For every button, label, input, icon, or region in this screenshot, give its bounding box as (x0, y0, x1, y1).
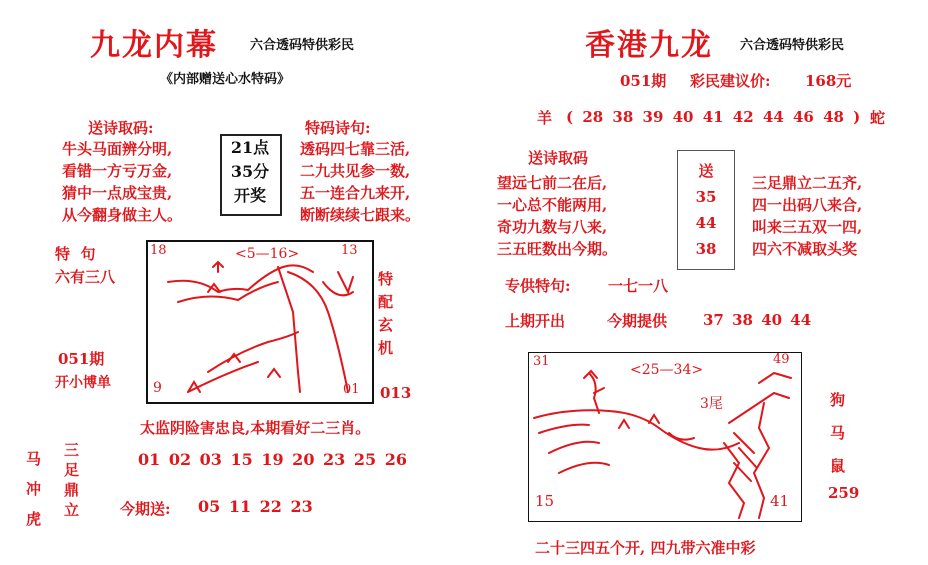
left-vertical-2-char: 鼎 (64, 481, 80, 499)
left-special-line: 五一连合九来开, (300, 184, 411, 202)
left-title: 九龙内幕 (90, 28, 218, 63)
right-range-text: <25—34> (630, 362, 704, 378)
right-send-box-text (678, 158, 734, 262)
right-corner-tr: 49 (773, 352, 790, 367)
right-provide-numbers: 37 38 40 44 (703, 311, 812, 329)
left-vertical-1 (26, 444, 41, 534)
right-mid-text: 3尾 (700, 396, 723, 412)
left-hint-line: 太监阴险害忠良,本期看好二三肖。 (140, 419, 371, 437)
left-vertical-1-char: 冲 (26, 480, 42, 498)
right-range-right: 蛇 (870, 109, 886, 127)
right-price-value: 168元 (805, 72, 852, 90)
right-poem-line: 望远七前二在后, (497, 174, 608, 192)
left-poem-line: 牛头马面辨分明, (62, 140, 173, 158)
right-poem-line: 三五旺数出今期。 (497, 240, 618, 258)
left-vertical-2 (64, 440, 79, 520)
right-corner-tl: 31 (533, 354, 550, 369)
right-picture-sketch (529, 353, 801, 521)
right-line: 四六不减取头奖 (752, 240, 858, 258)
left-poem-line: 看错一方亏万金, (62, 162, 173, 180)
right-line: 三足鼎立二五齐, (752, 174, 863, 192)
left-poem (62, 138, 182, 226)
left-side-char: 玄 (378, 316, 394, 334)
left-corner-br: 01 (343, 382, 360, 397)
left-tagline: 《内部赠送心水特码》 (160, 72, 291, 87)
time-box-line: 21点 (230, 138, 270, 157)
left-tejv-text: 六有三八 (55, 268, 116, 286)
left-special-header: 特码诗句: (305, 119, 371, 137)
right-bottom-line: 二十三四五个开, 四九带六准中彩 (535, 539, 756, 557)
left-poem-header: 送诗取码: (88, 119, 154, 137)
right-animal: 狗 (830, 391, 846, 409)
right-poem-line: 奇功九数与八来, (497, 218, 608, 236)
left-tejv-label: 特 句 (55, 245, 96, 263)
right-poem-header: 送诗取码 (528, 149, 589, 167)
left-poem-line: 猜中一点成宝贵, (62, 184, 173, 202)
right-send-box-item: 送 (698, 162, 714, 180)
right-animal-num: 259 (828, 484, 860, 502)
right-send-box-item: 35 (695, 188, 717, 206)
right-range-numbers: ( 28 38 39 40 41 42 44 46 48 ) (566, 108, 861, 126)
right-animals (830, 384, 845, 483)
left-corner-tl: 18 (150, 243, 167, 258)
right-animal: 马 (830, 424, 846, 442)
right-provide-label: 今期提供 (607, 312, 668, 330)
left-special (300, 138, 420, 226)
right-send-box-item: 44 (695, 214, 717, 232)
left-poem-line: 从今翻身做主人。 (62, 206, 183, 224)
left-side-char: 机 (378, 339, 394, 357)
right-subtitle: 六合透码特供彩民 (740, 38, 845, 53)
left-vertical-2-char: 三 (64, 441, 80, 459)
right-line: 四一出码八来合, (752, 196, 863, 214)
left-special-line: 二九共见参一数, (300, 162, 411, 180)
time-box-text (224, 136, 276, 208)
right-animal: 鼠 (830, 457, 846, 475)
right-period: 051期 (620, 72, 667, 90)
left-corner-tr: 13 (341, 243, 358, 258)
left-send-numbers: 05 11 22 23 (198, 497, 313, 516)
right-special-label: 专供特句: (505, 277, 571, 295)
left-special-line: 透码四七靠三活, (300, 140, 411, 158)
time-box-line: 开奖 (233, 186, 266, 205)
left-side-char: 配 (378, 293, 394, 311)
right-corner-bl: 15 (535, 492, 555, 510)
left-corner-bl: 9 (153, 380, 162, 396)
left-special-line: 断断续续七跟来。 (300, 206, 421, 224)
right-title: 香港九龙 (585, 28, 713, 63)
time-box-line: 35分 (230, 162, 270, 181)
right-corner-br: 41 (770, 492, 790, 510)
right-range-left: 羊 (537, 109, 553, 127)
right-lines (752, 172, 862, 260)
right-poem (497, 172, 617, 260)
left-side-vertical (378, 268, 393, 360)
left-range-text: <5—16> (235, 246, 300, 262)
right-send-box-item: 38 (695, 240, 717, 258)
left-period: 051期 (58, 350, 105, 368)
left-vertical-1-char: 马 (26, 450, 42, 468)
left-vertical-2-char: 立 (64, 501, 80, 519)
right-poem-line: 一心总不能两用, (497, 196, 608, 214)
left-send-label: 今期送: (120, 500, 171, 518)
left-subtitle: 六合透码特供彩民 (250, 38, 355, 53)
right-special-text: 一七一八 (608, 277, 669, 295)
right-prev-label: 上期开出 (505, 312, 566, 330)
left-picture-sketch (148, 242, 372, 402)
right-line: 叫来三五双一四, (752, 218, 863, 236)
left-numbers: 01 02 03 15 19 20 23 25 26 (138, 450, 407, 469)
left-vertical-2-char: 足 (64, 461, 80, 479)
left-outside-num: 013 (380, 384, 412, 402)
left-vertical-1-char: 虎 (26, 510, 42, 528)
left-open-note: 开小博单 (55, 375, 111, 391)
left-side-char: 特 (378, 270, 394, 288)
right-price-label: 彩民建议价: (690, 72, 771, 90)
